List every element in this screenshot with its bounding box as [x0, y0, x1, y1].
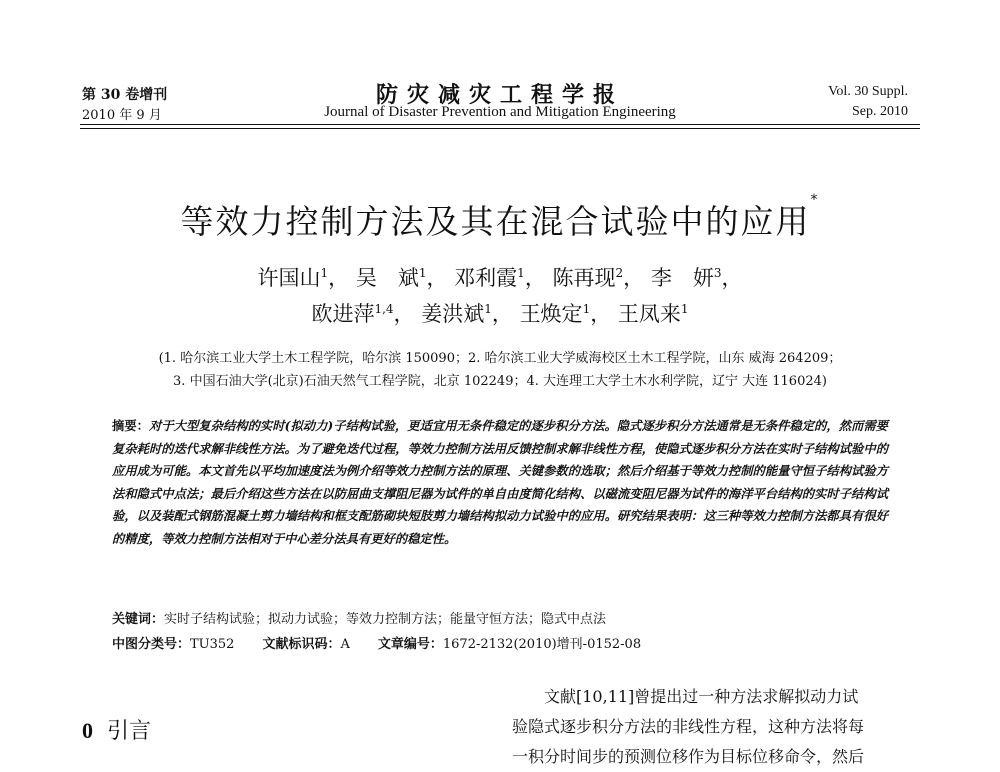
author-affiliation-mark: 3: [713, 266, 722, 280]
date-cn: 2010 年 9 月: [82, 108, 162, 123]
author-separator: ，: [491, 302, 513, 326]
clc-value: TU352: [190, 637, 235, 652]
author-affiliation-mark: 1,4: [374, 302, 394, 316]
author-separator: ，: [393, 302, 415, 326]
volume-en: Vol. 30 Suppl.: [828, 84, 908, 99]
author-affiliation-mark: 1: [484, 302, 492, 316]
paper-title-text: 等效力控制方法及其在混合试验中的应用: [180, 202, 811, 241]
author-name: 吴 斌: [355, 266, 419, 290]
abstract: [112, 415, 888, 551]
author-name: 姜洪斌: [421, 302, 485, 326]
author-affiliation-mark: 1: [418, 266, 427, 280]
author-affiliation-mark: 1: [517, 266, 525, 280]
date-en: Sep. 2010: [852, 104, 908, 119]
affiliations-line-1: (1. 哈尔滨工业大学土木工程学院，哈尔滨 150090；2. 哈尔滨工业大学威海校区土木工程学院，山东 威海 264209；: [158, 351, 842, 366]
author-separator: ，: [426, 266, 448, 290]
author-affiliation-mark: 2: [615, 266, 624, 280]
author-name: 王凤来: [617, 302, 681, 326]
section-heading: [82, 714, 151, 745]
paper-title: [100, 192, 900, 243]
abstract-text: 对于大型复杂结构的实时(拟动力)子结构试验，更适宜用无条件稳定的逐步积分方法。隐式逐步积分方法通常是无条件稳定的，然而需要复杂耗时的迭代求解非线性方法。为了避免迭代过程，等效力控制方法用反馈控制求解非线性方程，使隐式逐步积分方法在实时子结构试验中的应用成为可能。本文首先以平均加速度法为例介绍等效力控制方法的原理、关键参数的选取；然后介绍基于等效力控制的能量守恒子结构试验方法和隐式中点法；最后介绍这些方法在以防屈曲支撑阻尼器为试件的单自由度简化结构、以磁流变阻尼器为试件的海洋平台结构的实时子结构试验，以及装配式钢筋混凝土剪力墙结构和框支配筋砌块短肢剪力墙结构拟动力试验中的应用。研究结果表明：这三种等效力控制方法都具有很好的精度，等效力控制方法相对于中心差分法具有更好的稳定性。: [112, 418, 888, 546]
author-affiliation-mark: 1: [582, 302, 591, 316]
doc-code-value: A: [340, 637, 350, 652]
journal-title-en: Journal of Disaster Prevention and Mitigation Engineering: [324, 104, 676, 120]
affiliations-line-2: 3. 中国石油大学(北京)石油天然气工程学院，北京 102249；4. 大连理工大学土木水利学院，辽宁 大连 116024): [173, 374, 827, 389]
doc-code-label: 文献标识码：: [262, 637, 341, 652]
body-line-1: 文献[10,11]曾提出过一种方法求解拟动力试: [544, 687, 859, 706]
authors-line-1: [100, 262, 900, 292]
clc-label: 中图分类号：: [112, 637, 191, 652]
author-affiliation-mark: 1: [320, 266, 329, 280]
keywords: [112, 608, 606, 627]
header-rule-thick: [80, 124, 920, 125]
classification-line: [112, 633, 641, 652]
section-title: 引言: [107, 719, 152, 744]
author-separator: ，: [721, 266, 743, 290]
body-line-2: 验隐式逐步积分方法的非线性方程，这种方法将每: [512, 717, 865, 736]
keywords-label: 关键词：: [112, 612, 165, 627]
author-separator: ，: [623, 266, 645, 290]
body-line-3: 一积分时间步的预测位移作为目标位移命令，然后: [512, 747, 865, 766]
section-number: 0: [82, 718, 93, 743]
author-affiliation-mark: 1: [680, 302, 689, 316]
title-footnote-mark: *: [810, 192, 820, 208]
author-separator: ，: [590, 302, 612, 326]
journal-title-cn: 防灾减灾工程学报: [375, 82, 624, 108]
author-name: 邓利霞: [454, 266, 518, 290]
author-name: 陈再现: [552, 266, 616, 290]
author-name: 王焕定: [519, 302, 583, 326]
author-separator: ，: [328, 266, 350, 290]
article-number-label: 文章编号：: [377, 637, 443, 652]
header-rule-thin: [80, 128, 920, 129]
keywords-text: 实时子结构试验；拟动力试验；等效力控制方法；能量守恒方法；隐式中点法: [164, 612, 607, 627]
authors-line-2: [100, 298, 900, 328]
author-separator: ，: [524, 266, 546, 290]
volume-cn: 第 30 卷增刊: [82, 87, 168, 103]
author-name: 欧进萍: [311, 302, 375, 326]
abstract-label: 摘要：: [112, 418, 149, 433]
author-name: 李 妍: [650, 266, 714, 290]
author-name: 许国山: [257, 266, 321, 290]
article-number-value: 1672-2132(2010)增刊-0152-08: [442, 637, 642, 652]
